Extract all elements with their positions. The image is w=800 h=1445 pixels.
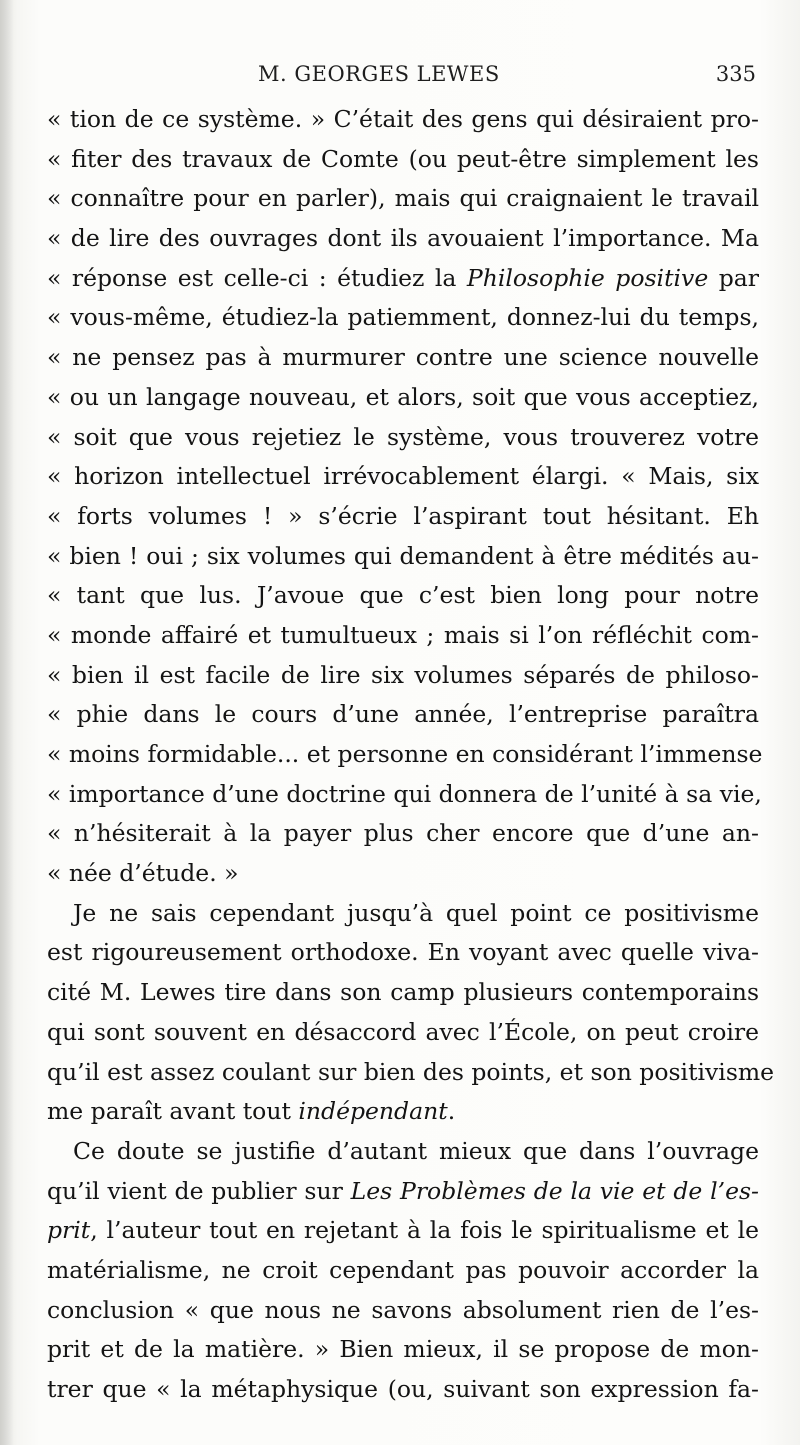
italic-text: Les Problèmes de la vie et de l’es- <box>350 1176 759 1205</box>
text-line <box>47 259 759 299</box>
text-line: « monde affairé et tumultueux ; mais si l’on réfléchit com- <box>47 620 759 649</box>
text-line: « née d’étude. » <box>47 859 239 888</box>
italic-text: prit <box>47 1216 91 1245</box>
text-line: qui sont souvent en désaccord avec l’École, on peut croire <box>47 1017 759 1046</box>
text-line: « ou un langage nouveau, et alors, soit que vous acceptiez, <box>47 382 759 411</box>
text-line <box>47 1211 759 1251</box>
text-line: qu’il est assez coulant sur bien des points, et son positivisme <box>47 1057 775 1086</box>
text-run: « réponse est celle-ci : étudiez la <box>47 263 467 292</box>
text-line: « moins formidable... et personne en considérant l’immense <box>47 740 763 768</box>
text-line: « de lire des ouvrages dont ils avouaient l’importance. Ma <box>47 224 759 253</box>
text-line: trer que « la métaphysique (ou, suivant son expression fa- <box>47 1375 759 1403</box>
page-number: 335 <box>715 62 756 86</box>
body-text <box>47 100 775 1410</box>
text-line: « ne pensez pas à murmurer contre une science nouvelle <box>47 343 759 372</box>
text-line: « phie dans le cours d’une année, l’entreprise paraîtra <box>47 700 759 729</box>
text-line <box>47 1172 759 1212</box>
text-line: « importance d’une doctrine qui donnera de l’unité à sa vie, <box>47 779 762 808</box>
text-run: me paraît avant tout <box>47 1097 299 1126</box>
text-line <box>47 1092 759 1132</box>
text-line: « vous-même, étudiez-la patiemment, donnez-lui du temps, <box>47 303 759 332</box>
text-line: « horizon intellectuel irrévocablement élargi. « Mais, six <box>47 462 759 491</box>
italic-text: Philosophie positive <box>466 263 709 292</box>
text-line: « tant que lus. J’avoue que c’est bien long pour notre <box>47 581 759 610</box>
text-line: « fiter des travaux de Comte (ou peut-être simplement les <box>47 144 759 173</box>
italic-text: indépendant <box>298 1097 448 1126</box>
text-line: « connaître pour en parler), mais qui craignaient le travail <box>47 184 759 213</box>
text-line: conclusion « que nous ne savons absolument rien de l’es- <box>47 1295 759 1324</box>
text-line: Ce doute se justifie d’autant mieux que dans l’ouvrage <box>73 1136 759 1165</box>
text-line: « bien il est facile de lire six volumes séparés de philoso- <box>47 660 759 689</box>
text-line: « bien ! oui ; six volumes qui demandent à être médités au- <box>47 541 759 570</box>
text-run: . <box>447 1097 456 1126</box>
text-run: , l’auteur tout en rejetant à la fois le spiritualisme et le <box>90 1216 759 1245</box>
text-line: « soit que vous rejetiez le système, vous trouverez votre <box>47 422 759 451</box>
running-title: M. GEORGES LEWES <box>258 62 500 86</box>
text-run: par <box>708 263 759 292</box>
text-line: Je ne sais cependant jusqu’à quel point ce positivisme <box>73 898 759 927</box>
text-line: cité M. Lewes tire dans son camp plusieurs contemporains <box>47 978 759 1007</box>
text-line: est rigoureusement orthodoxe. En voyant avec quelle viva- <box>47 938 759 967</box>
text-line: « n’hésiterait à la payer plus cher encore que d’une an- <box>47 819 759 848</box>
text-line: « forts volumes ! » s’écrie l’aspirant tout hésitant. Eh <box>47 501 759 530</box>
text-line: matérialisme, ne croit cependant pas pouvoir accorder la <box>47 1255 759 1284</box>
gutter-shadow <box>0 0 14 1445</box>
text-line: prit et de la matière. » Bien mieux, il se propose de mon- <box>47 1335 759 1364</box>
text-run: qu’il vient de publier sur <box>47 1176 351 1205</box>
running-head <box>0 56 800 92</box>
text-line: « tion de ce système. » C’était des gens qui désiraient pro- <box>47 105 759 133</box>
